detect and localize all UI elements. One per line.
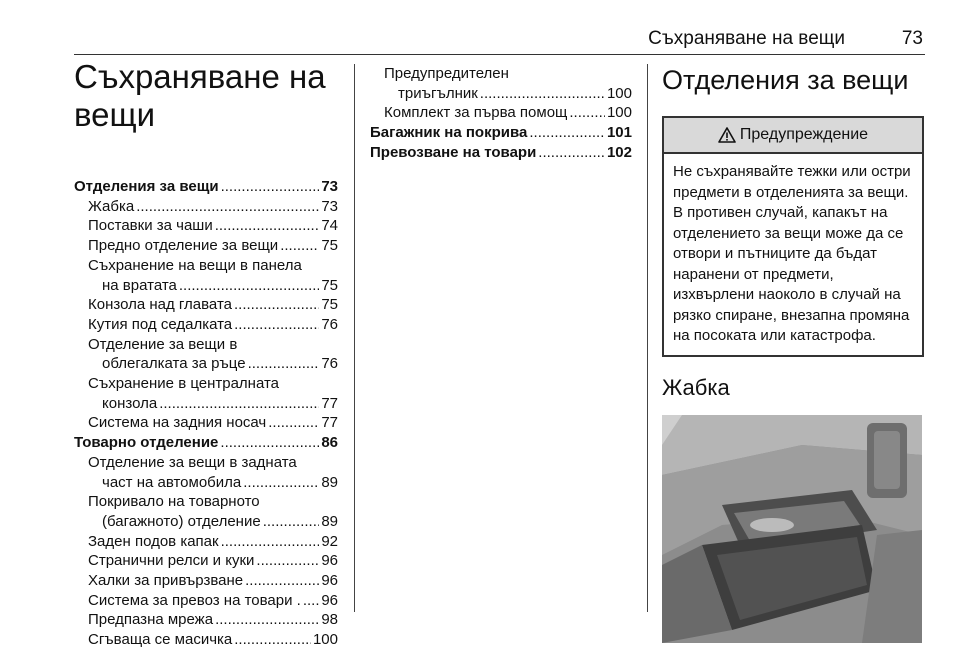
toc-entry[interactable] (74, 532, 338, 552)
toc-entry-label: (багажното) отделение (102, 512, 261, 530)
toc-entry-page: 76 (321, 315, 338, 333)
toc-entry-label: Странични релси и куки (88, 552, 255, 570)
toc-entry-label: Отделение за вещи в (88, 335, 238, 353)
toc-entry-page: 73 (321, 197, 338, 215)
toc-entry-page: 75 (321, 237, 338, 255)
toc-column-2 (370, 64, 632, 163)
table-of-contents (370, 64, 632, 163)
toc-entry-label: Товарно отделение (74, 434, 219, 452)
toc-entry[interactable] (74, 630, 338, 650)
toc-entry-label: Поставки за чаши (88, 217, 213, 235)
toc-entry[interactable] (74, 256, 338, 295)
chapter-title: Съхраняване на вещи (74, 58, 326, 133)
dot-leader (215, 610, 319, 630)
toc-entry-label: Сгъваща се масичка (88, 631, 233, 649)
warning-box (662, 116, 924, 357)
dot-leader (538, 143, 605, 163)
toc-entry-label: Превозване на товари (370, 143, 537, 161)
toc-entry-page: 100 (312, 631, 338, 649)
toc-entry-page: 100 (606, 104, 632, 122)
toc-entry-label: Конзола над главата (88, 296, 232, 314)
toc-entry-label: Жабка (88, 197, 135, 215)
page-header (74, 26, 925, 55)
toc-entry[interactable] (74, 335, 338, 374)
toc-entry-page: 92 (321, 532, 338, 550)
dot-leader (280, 236, 319, 256)
toc-entry[interactable] (74, 453, 338, 492)
dot-leader (268, 413, 319, 433)
dot-leader (303, 591, 319, 611)
dot-leader (221, 532, 320, 552)
toc-entry[interactable] (74, 433, 338, 453)
toc-entry-page: 89 (321, 512, 338, 530)
toc-entry-label: Предпазна мрежа (88, 611, 214, 629)
toc-entry-page: 96 (321, 572, 338, 590)
toc-entry[interactable] (74, 610, 338, 630)
table-of-contents (74, 177, 338, 650)
toc-entry-label: Комплект за първа помощ (384, 104, 568, 122)
dot-leader (248, 354, 320, 374)
toc-entry[interactable] (74, 551, 338, 571)
toc-entry-label: облегалката за ръце (102, 355, 246, 373)
toc-entry-page: 74 (321, 217, 338, 235)
toc-entry-label: Халки за привързване (88, 572, 244, 590)
dot-leader (256, 551, 319, 571)
content-column (662, 58, 924, 643)
toc-entry-page: 98 (321, 611, 338, 629)
toc-entry-label: част на автомобила (102, 473, 242, 491)
dot-leader (263, 512, 320, 532)
dot-leader (136, 197, 319, 217)
column-divider (647, 64, 648, 612)
toc-entry-page: 96 (321, 552, 338, 570)
dot-leader (221, 177, 320, 197)
toc-entry-page: 101 (606, 124, 632, 142)
warning-triangle-icon (718, 127, 736, 143)
dot-leader (529, 123, 605, 143)
toc-entry[interactable] (74, 177, 338, 197)
subsection-title: Жабка (662, 374, 730, 400)
toc-entry[interactable] (74, 374, 338, 413)
section-title: Отделения за вещи (662, 65, 909, 95)
dot-leader (234, 315, 319, 335)
toc-entry-page: 77 (321, 394, 338, 412)
warning-text: Не съхранявайте тежки или остри предмети в отделенията за вещи. В противен случай, капакът на отделението за вещи може да се отвори и пътниците да бъдат наранени от предмети, изхвърлени наоколо в случай на рязко спиране, внезапна промяна на посоката или катастрофа. (673, 163, 911, 344)
toc-entry[interactable] (74, 413, 338, 433)
toc-entry-label: Отделения за вещи (74, 178, 219, 195)
toc-entry-label: Предно отделение за вещи (88, 237, 279, 255)
dot-leader (220, 433, 319, 453)
toc-entry-page: 75 (321, 276, 338, 294)
toc-entry-page: 75 (321, 296, 338, 314)
dot-leader (179, 276, 319, 296)
toc-entry[interactable] (74, 315, 338, 335)
toc-entry-page: 73 (321, 178, 338, 195)
toc-entry[interactable] (74, 295, 338, 315)
toc-entry-label: на вратата (102, 276, 177, 294)
dot-leader (234, 630, 311, 650)
dot-leader (159, 394, 319, 414)
toc-entry-label: Предупредителен (384, 65, 509, 82)
glovebox-photo (662, 415, 922, 643)
toc-entry-page: 86 (321, 434, 338, 452)
toc-entry-label: Съхранение в централната (88, 375, 280, 393)
toc-entry[interactable] (74, 571, 338, 591)
toc-entry-label: Съхранение на вещи в панела (88, 256, 302, 274)
toc-entry[interactable] (370, 123, 632, 143)
toc-entry[interactable] (74, 591, 338, 611)
toc-entry-page: 77 (321, 414, 338, 432)
toc-entry-label: Кутия под седалката (88, 315, 233, 333)
toc-entry-label: Багажник на покрива (370, 124, 528, 142)
dot-leader (245, 571, 319, 591)
warning-header (664, 118, 922, 154)
toc-entry[interactable] (74, 492, 338, 531)
dot-leader (480, 84, 605, 104)
dot-leader (569, 103, 605, 123)
toc-entry[interactable] (370, 64, 632, 103)
toc-entry-label: конзола (102, 394, 158, 412)
warning-label: Предупреждение (739, 126, 869, 143)
toc-entry-page: 102 (606, 143, 632, 161)
toc-entry-label: Покривало на товарното (88, 493, 260, 511)
toc-entry-label: Система за превоз на товари . (88, 591, 301, 609)
toc-entry[interactable] (370, 103, 632, 123)
running-title: Съхраняване на вещи (648, 28, 845, 49)
toc-entry-label: Отделение за вещи в задната (88, 453, 297, 471)
toc-entry[interactable] (370, 143, 632, 163)
toc-entry-label: Система на задния носач (88, 414, 267, 432)
column-divider (354, 64, 355, 612)
toc-entry-page: 89 (321, 473, 338, 491)
toc-entry[interactable] (74, 236, 338, 256)
toc-entry-page: 100 (606, 84, 632, 102)
toc-entry[interactable] (74, 216, 338, 236)
dot-leader (215, 216, 320, 236)
page-number: 73 (901, 28, 923, 49)
toc-entry[interactable] (74, 197, 338, 217)
toc-column-1 (74, 58, 338, 650)
toc-entry-label: Заден подов капак (88, 532, 219, 550)
toc-entry-label: триъгълник (398, 84, 478, 102)
toc-entry-page: 76 (321, 355, 338, 373)
toc-entry-page: 96 (321, 591, 338, 609)
dot-leader (243, 473, 319, 493)
dot-leader (234, 295, 319, 315)
